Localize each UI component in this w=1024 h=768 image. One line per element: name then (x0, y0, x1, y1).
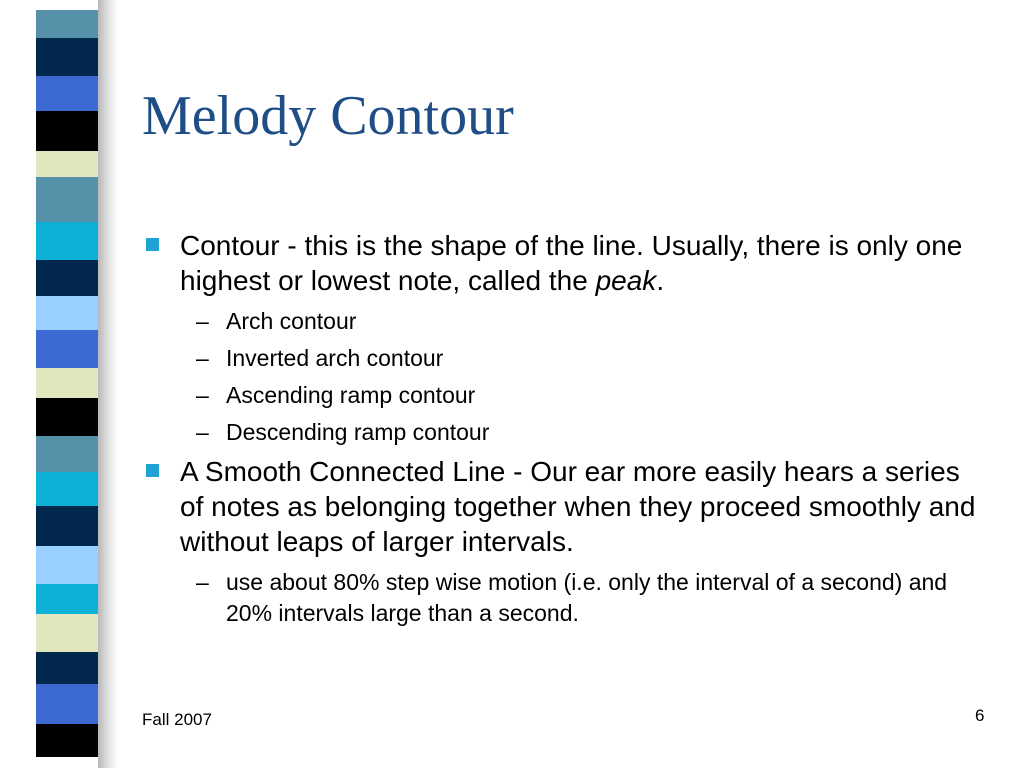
dash-bullet-icon: – (196, 419, 209, 445)
stripe-block (36, 10, 98, 38)
stripe-block (36, 260, 98, 296)
subitem-arch (146, 306, 976, 337)
page-number: 6 (975, 706, 985, 725)
subitem-text: Arch contour (226, 308, 357, 334)
slide-title: Melody Contour (142, 85, 514, 147)
subitem-ascending-ramp (146, 380, 976, 411)
decorative-stripe (0, 0, 120, 768)
footer-date: Fall 2007 (142, 710, 212, 729)
subitem-text: Descending ramp contour (226, 419, 490, 445)
stripe-block (36, 177, 98, 222)
stripe-block (36, 652, 98, 684)
stripe-block (36, 330, 98, 368)
slide-body (146, 228, 976, 635)
subitem-text: use about 80% step wise motion (i.e. only the interval of a second) and 20% intervals large than a second. (226, 569, 948, 626)
stripe-shadow (98, 0, 118, 768)
stripe-block (36, 584, 98, 614)
stripe-block (36, 111, 98, 151)
stripe-block (36, 151, 98, 177)
bullet-item-smooth-line (146, 454, 976, 559)
stripe-block (36, 76, 98, 111)
dash-bullet-icon: – (196, 308, 209, 334)
stripe-block (36, 436, 98, 472)
bullet-text: A Smooth Connected Line - Our ear more easily hears a series of notes as belonging together when they proceed smoothly and without leaps of larger intervals. (180, 456, 976, 557)
subitem-inverted-arch (146, 343, 976, 374)
stripe-block (36, 296, 98, 330)
stripe-block (36, 724, 98, 757)
bullet-item-contour (146, 228, 976, 298)
subitem-text: Inverted arch contour (226, 345, 444, 371)
subitem-text: Ascending ramp contour (226, 382, 476, 408)
stripe-block (36, 222, 98, 260)
stripe-block (36, 38, 98, 76)
square-bullet-icon (146, 238, 159, 251)
subitem-descending-ramp (146, 417, 976, 448)
stripe-block (36, 506, 98, 546)
stripe-block (36, 546, 98, 584)
subitem-step-wise (146, 567, 976, 629)
emphasis-peak: peak (595, 265, 657, 296)
square-bullet-icon (146, 464, 159, 477)
stripe-block (36, 614, 98, 652)
stripe-block (36, 472, 98, 506)
stripe-block (36, 398, 98, 436)
dash-bullet-icon: – (196, 382, 209, 408)
bullet-text: Contour - this is the shape of the line. Usually, there is only one highest or lowest note, called the (180, 230, 963, 296)
bullet-text-end: . (656, 265, 665, 296)
stripe-block (36, 684, 98, 724)
stripe-block (36, 368, 98, 398)
dash-bullet-icon: – (196, 569, 209, 595)
dash-bullet-icon: – (196, 345, 209, 371)
